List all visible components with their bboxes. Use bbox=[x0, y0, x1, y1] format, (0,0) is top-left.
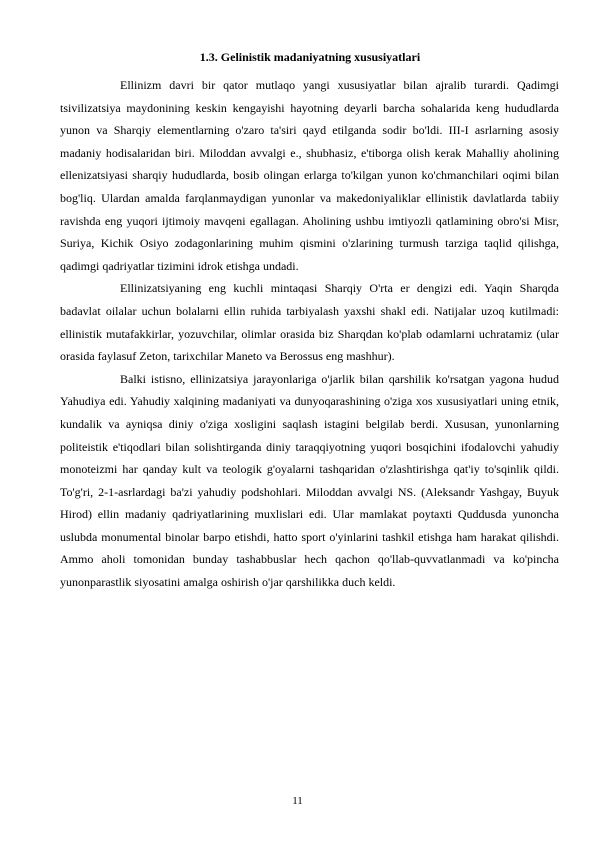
section-heading: 1.3. Gelinistik madaniyatning xususiyatlari bbox=[199, 50, 421, 64]
paragraph-3: Balki istisno, ellinizatsiya jarayonlariga o'jarlik bilan qarshilik ko'rsatgan yagona hudud Yahudiya edi. Yahudiy xalqining madaniyati va dunyoqarashining o'ziga xos xususiyatlari uning etnik, kundalik va ayniqsa diniy o'ziga xosligini saqlash istagini belgilab berdi. Xususan, yunonlarning politeistik e'tiqodlari bilan solishtirganda diniy taraqqiyotning yuqori bosqichini ifodalovchi yahudiy monoteizmi har qanday kult va teologik g'oyalarni tashqaridan o'zlashtirishga qat'iy to'sqinlik qildi. To'g'ri, 2-1-asrlardagi ba'zi yahudiy podshohlari. Miloddan avvalgi NS. (Aleksandr Yashgay, Buyuk Hirod) ellin madaniy qadriyatlarining muxlislari edi. Ular mamlakat poytaxti Quddusda yunoncha uslubda monumental binolar barpo etishdi, hatto sport o'yinlarini tashkil etishga ham harakat qilishdi. Ammo aholi tomonidan bunday tashabbuslar hech qachon qo'llab-quvvatlanmadi va ko'pincha yunonparastlik siyosatini amalga oshirish o'jar qarshilikka duch keldi. bbox=[60, 371, 559, 590]
paragraph-1: Ellinizm davri bir qator mutlaqo yangi xususiyatlar bilan ajralib turardi. Qadimgi tsivilizatsiya maydonining keskin kengayishi hayotning deyarli barcha sohalarida keng hududlarda yunon va Sharqiy elementlarning o'zaro ta'siri qayd etilganda sodir bo'ldi. III-I asrlarning asosiy madaniy hodisalaridan biri. Miloddan avvalgi e., shubhasiz, e'tiborga olish kerak Mahalliy aholining ellenizatsiyasi sharqiy hududlarda, bosib olingan erlarga to'kilgan yunon ko'chmanchilari oqimi bilan bog'liq. Ulardan amalda farqlanmaydigan yunonlar va makedoniyaliklar ellinistik davlatlarda tabiiy ravishda eng yuqori ijtimoiy mavqeni egallagan. Aholining ushbu imtiyozli qatlamining obro'si Misr, Suriya, Kichik Osiyo zodagonlarining muhim qismini o'zlarining turmush tarziga taqlid qilishga, qadimgi qadriyatlar tizimini idrok etishga undadi. bbox=[60, 78, 559, 273]
body-text bbox=[60, 74, 559, 594]
page-number: 11 bbox=[292, 795, 303, 807]
paragraph-2: Ellinizatsiyaning eng kuchli mintaqasi Sharqiy O'rta er dengizi edi. Yaqin Sharqda badavlat oilalar uchun bolalarni ellin ruhida tarbiyalash yaxshi shakl edi. Natijalar uzoq kutilmadi: ellinistik mutafakkirlar, yozuvchilar, olimlar orasida biz Sharqdan ko'plab odamlarni uchratamiz (ular orasida faylasuf Zeton, tarixchilar Maneto va Berossus eng mashhur). bbox=[60, 281, 559, 364]
